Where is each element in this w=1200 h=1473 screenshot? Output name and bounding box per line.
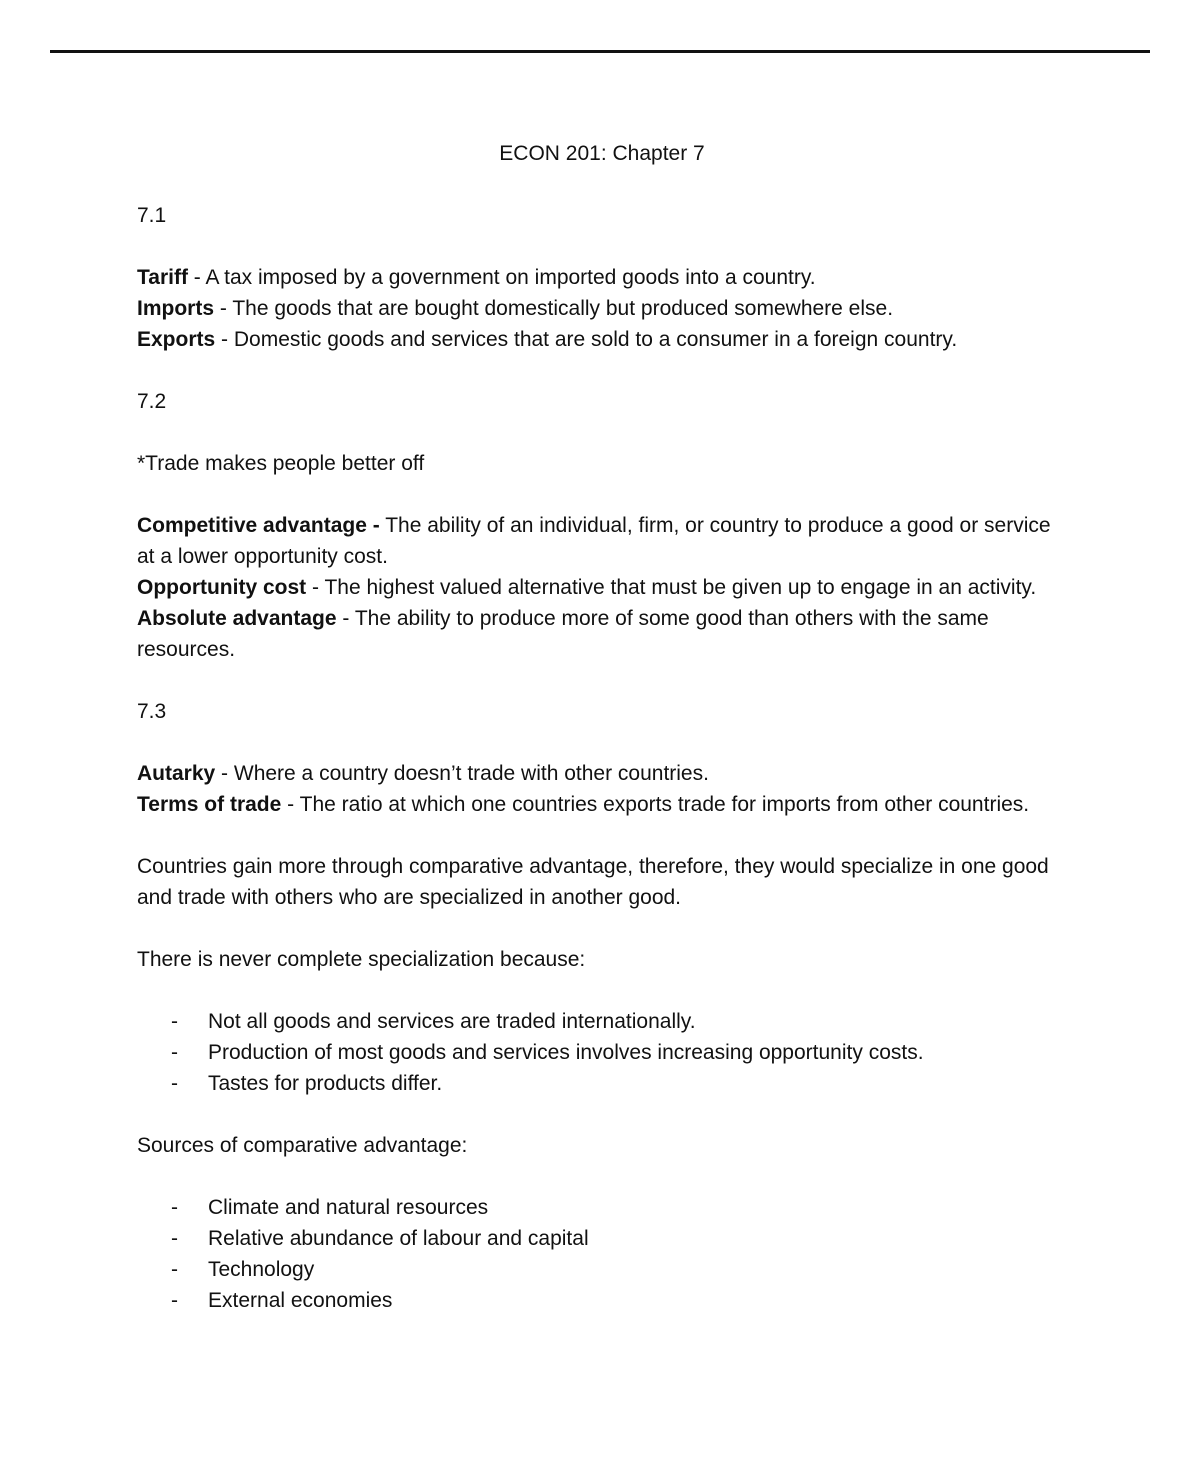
list-item: - Relative abundance of labour and capital [137,1223,1067,1254]
definition-absolute-advantage: Absolute advantage - The ability to produce more of some good than others with the same resources. [137,607,989,661]
definitions-7-1 [137,262,1067,355]
term-label: Terms of trade [137,793,282,816]
list-item: - Tastes for products differ. [137,1068,1067,1099]
specialization-intro: There is never complete specialization because: [137,948,586,971]
term-definition: The goods that are bought domestically but produced somewhere else. [232,297,894,320]
sources-intro: Sources of comparative advantage: [137,1134,468,1157]
term-label: Opportunity cost [137,576,307,599]
header-rule [50,50,1150,53]
definitions-7-2 [137,510,1067,665]
definition-tariff: Tariff - A tax imposed by a government on imported goods into a country. [137,266,816,289]
term-label: Absolute advantage [137,607,337,630]
definition-autarky: Autarky - Where a country doesn’t trade with other countries. [137,762,709,785]
dash-bullet: - [171,1258,178,1281]
term-label: Imports [137,297,215,320]
section-heading-7-2: 7.2 [137,390,167,413]
term-definition: The ability of an individual, firm, or country to produce a good or service at a lower opportunity cost. [137,514,1051,568]
term-label: Tariff [137,266,188,289]
term-definition: Where a country doesn’t trade with other countries. [233,762,709,785]
section-heading-7-3: 7.3 [137,700,167,723]
section-heading-7-1: 7.1 [137,204,167,227]
definition-opportunity-cost: Opportunity cost - The highest valued alternative that must be given up to engage in an activity. [137,576,1037,599]
definitions-7-3 [137,758,1067,820]
sources-list [137,1192,1067,1316]
term-label: Competitive advantage - [137,514,380,537]
dash-bullet: - [171,1196,178,1219]
dash-bullet: - [171,1289,178,1312]
note-trade: *Trade makes people better off [137,452,425,475]
list-item: - Not all goods and services are traded internationally. [137,1006,1067,1037]
term-label: Exports [137,328,216,351]
document-page [137,138,1067,1347]
dash-bullet: - [171,1072,178,1095]
term-definition: Domestic goods and services that are sold to a consumer in a foreign country. [233,328,958,351]
document-title: ECON 201: Chapter 7 [499,142,705,165]
dash-bullet: - [171,1041,178,1064]
term-definition: The highest valued alternative that must be given up to engage in an activity. [324,576,1037,599]
term-label: Autarky [137,762,216,785]
list-item: - Climate and natural resources [137,1192,1067,1223]
dash-bullet: - [171,1010,178,1033]
definition-exports: Exports - Domestic goods and services that are sold to a consumer in a foreign country. [137,328,958,351]
list-item: - External economies [137,1285,1067,1316]
term-definition: The ability to produce more of some good than others with the same resources. [137,607,989,661]
term-definition: The ratio at which one countries exports trade for imports from other countries. [299,793,1030,816]
definition-terms-of-trade: Terms of trade - The ratio at which one countries exports trade for imports from other countries. [137,793,1030,816]
dash-bullet: - [171,1227,178,1250]
specialization-reasons-list [137,1006,1067,1099]
definition-competitive-advantage [137,510,1067,572]
list-item: - Production of most goods and services involves increasing opportunity costs. [137,1037,1067,1068]
term-definition: A tax imposed by a government on imported goods into a country. [205,266,816,289]
list-item: - Technology [137,1254,1067,1285]
definition-imports: Imports - The goods that are bought domestically but produced somewhere else. [137,297,894,320]
comparative-advantage-paragraph: Countries gain more through comparative advantage, therefore, they would specialize in one good and trade with others who are specialized in another good. [137,855,1049,909]
